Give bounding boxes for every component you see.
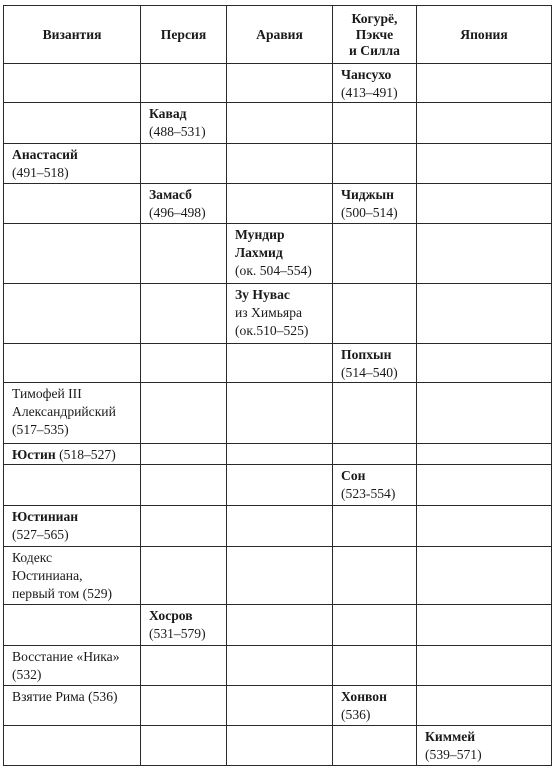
cell-text: Восстание «Ника» (532) — [12, 649, 120, 682]
cell-arabia — [227, 64, 333, 103]
cell-korea — [333, 605, 417, 646]
table-row — [4, 686, 552, 726]
table-row — [4, 506, 552, 547]
header-korea: Когурё, Пэкче и Силла — [333, 6, 417, 64]
cell-persia — [141, 465, 227, 506]
cell-arabia — [227, 144, 333, 184]
table-row — [4, 726, 552, 766]
cell-persia — [141, 444, 227, 465]
cell-japan — [417, 646, 552, 686]
table-row — [4, 465, 552, 506]
ruler-name: Хосров — [149, 608, 193, 623]
cell-text: (536) — [341, 707, 371, 722]
table-row — [4, 224, 552, 284]
cell-japan — [417, 444, 552, 465]
header-persia: Персия — [141, 6, 227, 64]
cell-byzantium — [4, 184, 141, 224]
chronology-table — [3, 5, 552, 766]
cell-japan — [417, 144, 552, 184]
cell-text: (496–498) — [149, 205, 206, 220]
cell-text: (ок. 504–554) — [235, 263, 312, 278]
table-row — [4, 64, 552, 103]
cell-byzantium — [4, 383, 141, 444]
cell-korea — [333, 144, 417, 184]
cell-text: (527–565) — [12, 527, 69, 542]
cell-korea — [333, 547, 417, 605]
table-row — [4, 547, 552, 605]
cell-japan — [417, 284, 552, 344]
cell-text: (500–514) — [341, 205, 398, 220]
cell-text: (514–540) — [341, 365, 398, 380]
cell-byzantium — [4, 605, 141, 646]
ruler-name: Юстин — [12, 447, 56, 462]
table-row — [4, 284, 552, 344]
cell-persia — [141, 605, 227, 646]
ruler-name: Юстиниан — [12, 509, 79, 524]
cell-arabia — [227, 465, 333, 506]
cell-text: (523-554) — [341, 486, 396, 501]
cell-arabia — [227, 344, 333, 383]
header-byzantium: Византия — [4, 6, 141, 64]
cell-text: Кодекс Юстиниана, первый том (529) — [12, 550, 113, 601]
table-row — [4, 605, 552, 646]
cell-text: (531–579) — [149, 626, 206, 641]
cell-korea — [333, 444, 417, 465]
ruler-name: Кавад — [149, 106, 187, 121]
cell-korea — [333, 344, 417, 383]
cell-persia — [141, 344, 227, 383]
cell-byzantium — [4, 506, 141, 547]
cell-byzantium — [4, 547, 141, 605]
ruler-name: Мундир Лахмид — [235, 227, 285, 260]
cell-japan — [417, 686, 552, 726]
cell-korea — [333, 686, 417, 726]
table-row — [4, 344, 552, 383]
cell-persia — [141, 686, 227, 726]
ruler-name: Попхын — [341, 347, 392, 362]
table-row — [4, 383, 552, 444]
table-body — [4, 64, 552, 766]
cell-byzantium — [4, 344, 141, 383]
ruler-name: Замасб — [149, 187, 192, 202]
cell-korea — [333, 465, 417, 506]
cell-japan — [417, 224, 552, 284]
cell-persia — [141, 506, 227, 547]
header-japan: Япония — [417, 6, 552, 64]
cell-korea — [333, 64, 417, 103]
cell-text: из Химьяра (ок.510–525) — [235, 305, 309, 338]
cell-text: (491–518) — [12, 165, 69, 180]
table-row — [4, 103, 552, 144]
header-row — [4, 6, 552, 64]
cell-persia — [141, 726, 227, 766]
cell-arabia — [227, 284, 333, 344]
cell-arabia — [227, 103, 333, 144]
cell-byzantium — [4, 284, 141, 344]
cell-korea — [333, 103, 417, 144]
cell-korea — [333, 284, 417, 344]
ruler-name: Сон — [341, 468, 366, 483]
cell-persia — [141, 383, 227, 444]
ruler-name: Чиджын — [341, 187, 394, 202]
cell-persia — [141, 144, 227, 184]
cell-arabia — [227, 726, 333, 766]
cell-arabia — [227, 646, 333, 686]
cell-byzantium — [4, 224, 141, 284]
cell-arabia — [227, 547, 333, 605]
cell-arabia — [227, 686, 333, 726]
ruler-name: Зу Нувас — [235, 287, 290, 302]
cell-arabia — [227, 383, 333, 444]
cell-arabia — [227, 444, 333, 465]
cell-arabia — [227, 605, 333, 646]
cell-text: (413–491) — [341, 85, 398, 100]
cell-persia — [141, 64, 227, 103]
table-row — [4, 144, 552, 184]
cell-text: Взятие Рима (536) — [12, 689, 118, 704]
cell-text: (518–527) — [55, 447, 116, 462]
cell-japan — [417, 344, 552, 383]
cell-persia — [141, 284, 227, 344]
cell-japan — [417, 184, 552, 224]
table-row — [4, 184, 552, 224]
cell-arabia — [227, 184, 333, 224]
cell-korea — [333, 383, 417, 444]
cell-text: (488–531) — [149, 124, 206, 139]
cell-japan — [417, 726, 552, 766]
cell-japan — [417, 64, 552, 103]
cell-persia — [141, 103, 227, 144]
cell-korea — [333, 184, 417, 224]
cell-text: (539–571) — [425, 747, 482, 762]
cell-japan — [417, 506, 552, 547]
header-arabia: Аравия — [227, 6, 333, 64]
ruler-name: Хонвон — [341, 689, 387, 704]
cell-text: Тимофей III Александрийский (517–535) — [12, 386, 116, 437]
ruler-name: Киммей — [425, 729, 476, 744]
cell-arabia — [227, 224, 333, 284]
ruler-name: Чансухо — [341, 67, 392, 82]
cell-byzantium — [4, 686, 141, 726]
cell-persia — [141, 547, 227, 605]
cell-japan — [417, 103, 552, 144]
cell-persia — [141, 646, 227, 686]
cell-byzantium — [4, 444, 141, 465]
cell-japan — [417, 547, 552, 605]
cell-japan — [417, 383, 552, 444]
cell-japan — [417, 605, 552, 646]
cell-byzantium — [4, 64, 141, 103]
cell-persia — [141, 184, 227, 224]
cell-byzantium — [4, 144, 141, 184]
cell-byzantium — [4, 103, 141, 144]
cell-japan — [417, 465, 552, 506]
cell-korea — [333, 646, 417, 686]
cell-korea — [333, 726, 417, 766]
cell-byzantium — [4, 726, 141, 766]
table-row — [4, 444, 552, 465]
table-row — [4, 646, 552, 686]
cell-arabia — [227, 506, 333, 547]
cell-korea — [333, 506, 417, 547]
ruler-name: Анастасий — [12, 147, 78, 162]
cell-byzantium — [4, 646, 141, 686]
cell-persia — [141, 224, 227, 284]
cell-korea — [333, 224, 417, 284]
cell-byzantium — [4, 465, 141, 506]
